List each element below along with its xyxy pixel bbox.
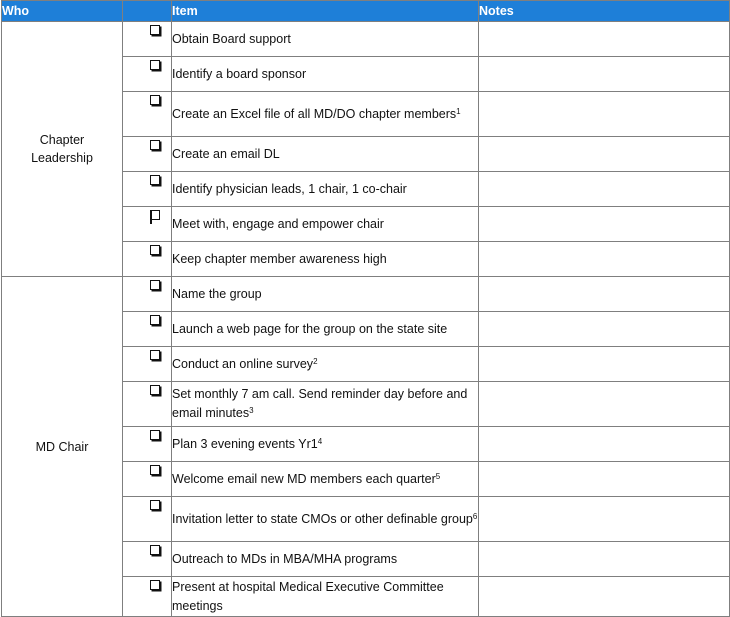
checkbox-icon[interactable] xyxy=(150,430,160,440)
checkbox-cell xyxy=(123,277,172,312)
item-text: Plan 3 evening events Yr1 xyxy=(172,436,318,451)
checklist-row xyxy=(2,277,730,312)
checkbox-cell xyxy=(123,92,172,137)
item-text: Create an email DL xyxy=(172,146,280,161)
checkbox-icon[interactable] xyxy=(150,580,160,590)
item-cell xyxy=(172,92,479,137)
who-cell xyxy=(2,277,123,617)
notes-cell[interactable] xyxy=(479,57,730,92)
item-text: Launch a web page for the group on the state site xyxy=(172,321,448,336)
item-text: Identify physician leads, 1 chair, 1 co-chair xyxy=(172,181,407,196)
item-cell xyxy=(172,427,479,462)
item-text: Outreach to MDs in MBA/MHA programs xyxy=(172,551,398,566)
checkbox-cell xyxy=(123,462,172,497)
who-label: Chapter xyxy=(39,133,85,147)
item-cell xyxy=(172,207,479,242)
checkbox-icon[interactable] xyxy=(150,465,160,475)
item-cell xyxy=(172,22,479,57)
notes-cell[interactable] xyxy=(479,137,730,172)
notes-cell[interactable] xyxy=(479,462,730,497)
item-cell xyxy=(172,137,479,172)
item-cell xyxy=(172,462,479,497)
item-text: Set monthly 7 am call. Send reminder day before and email minutes xyxy=(172,387,468,420)
checkbox-icon[interactable] xyxy=(150,545,160,555)
notes-cell[interactable] xyxy=(479,497,730,542)
item-text: Conduct an online survey xyxy=(172,356,314,371)
item-text: Identify a board sponsor xyxy=(172,66,307,81)
checkbox-icon[interactable] xyxy=(150,95,160,105)
who-label-line2: Leadership xyxy=(31,151,93,165)
item-cell xyxy=(172,382,479,427)
checkbox-cell xyxy=(123,312,172,347)
item-text: Meet with, engage and empower chair xyxy=(172,216,384,231)
checkbox-icon[interactable] xyxy=(150,175,160,185)
item-cell xyxy=(172,542,479,577)
checkbox-cell xyxy=(123,542,172,577)
item-text: Welcome email new MD members each quarter xyxy=(172,471,436,486)
checkbox-cell xyxy=(123,347,172,382)
checkbox-icon[interactable] xyxy=(150,350,160,360)
item-text: Invitation letter to state CMOs or other definable group xyxy=(172,511,473,526)
checkbox-icon[interactable] xyxy=(150,25,160,35)
checkbox-cell xyxy=(123,172,172,207)
footnote-ref: 2 xyxy=(313,356,318,366)
checkbox-cell xyxy=(123,57,172,92)
item-cell xyxy=(172,172,479,207)
notes-cell[interactable] xyxy=(479,312,730,347)
item-text: Keep chapter member awareness high xyxy=(172,251,387,266)
notes-cell[interactable] xyxy=(479,427,730,462)
checkbox-icon[interactable] xyxy=(150,140,160,150)
header-who: Who xyxy=(2,1,123,22)
header-item: Item xyxy=(172,1,479,22)
footnote-ref: 1 xyxy=(456,106,461,116)
checkbox-cell xyxy=(123,497,172,542)
notes-cell[interactable] xyxy=(479,22,730,57)
checklist-row xyxy=(2,22,730,57)
checkbox-icon[interactable] xyxy=(150,280,160,290)
notes-cell[interactable] xyxy=(479,542,730,577)
footnote-ref: 6 xyxy=(472,511,478,521)
notes-cell[interactable] xyxy=(479,277,730,312)
footnote-ref: 4 xyxy=(317,436,323,446)
who-label: MD Chair xyxy=(35,439,89,454)
footnote-ref: 5 xyxy=(435,471,441,481)
header-notes: Notes xyxy=(479,1,730,22)
notes-cell[interactable] xyxy=(479,92,730,137)
checkbox-cell xyxy=(123,242,172,277)
notes-cell[interactable] xyxy=(479,242,730,277)
item-cell xyxy=(172,312,479,347)
flag-checkbox-icon[interactable] xyxy=(151,210,160,220)
who-cell xyxy=(2,22,123,277)
checkbox-icon[interactable] xyxy=(150,315,160,325)
item-cell xyxy=(172,242,479,277)
notes-cell[interactable] xyxy=(479,382,730,427)
checkbox-icon[interactable] xyxy=(150,245,160,255)
item-cell xyxy=(172,57,479,92)
item-text: Obtain Board support xyxy=(172,31,291,46)
notes-cell[interactable] xyxy=(479,347,730,382)
checkbox-cell xyxy=(123,207,172,242)
footnote-ref: 3 xyxy=(249,406,254,415)
item-cell xyxy=(172,347,479,382)
checkbox-cell xyxy=(123,427,172,462)
header-checkbox xyxy=(123,1,172,22)
item-cell xyxy=(172,277,479,312)
notes-cell[interactable] xyxy=(479,172,730,207)
item-text: Create an Excel file of all MD/DO chapter members xyxy=(172,106,457,121)
checkbox-cell xyxy=(123,382,172,427)
notes-cell[interactable] xyxy=(479,207,730,242)
checkbox-cell xyxy=(123,22,172,57)
checkbox-icon[interactable] xyxy=(150,500,160,510)
checklist-body xyxy=(2,22,730,617)
checkbox-cell xyxy=(123,137,172,172)
item-cell xyxy=(172,497,479,542)
header-row xyxy=(2,1,730,22)
item-text: Name the group xyxy=(172,286,262,301)
item-text: Present at hospital Medical Executive Committee meetings xyxy=(172,579,444,613)
checklist-table xyxy=(1,0,730,617)
checkbox-icon[interactable] xyxy=(150,60,160,70)
checkbox-icon[interactable] xyxy=(150,385,160,395)
